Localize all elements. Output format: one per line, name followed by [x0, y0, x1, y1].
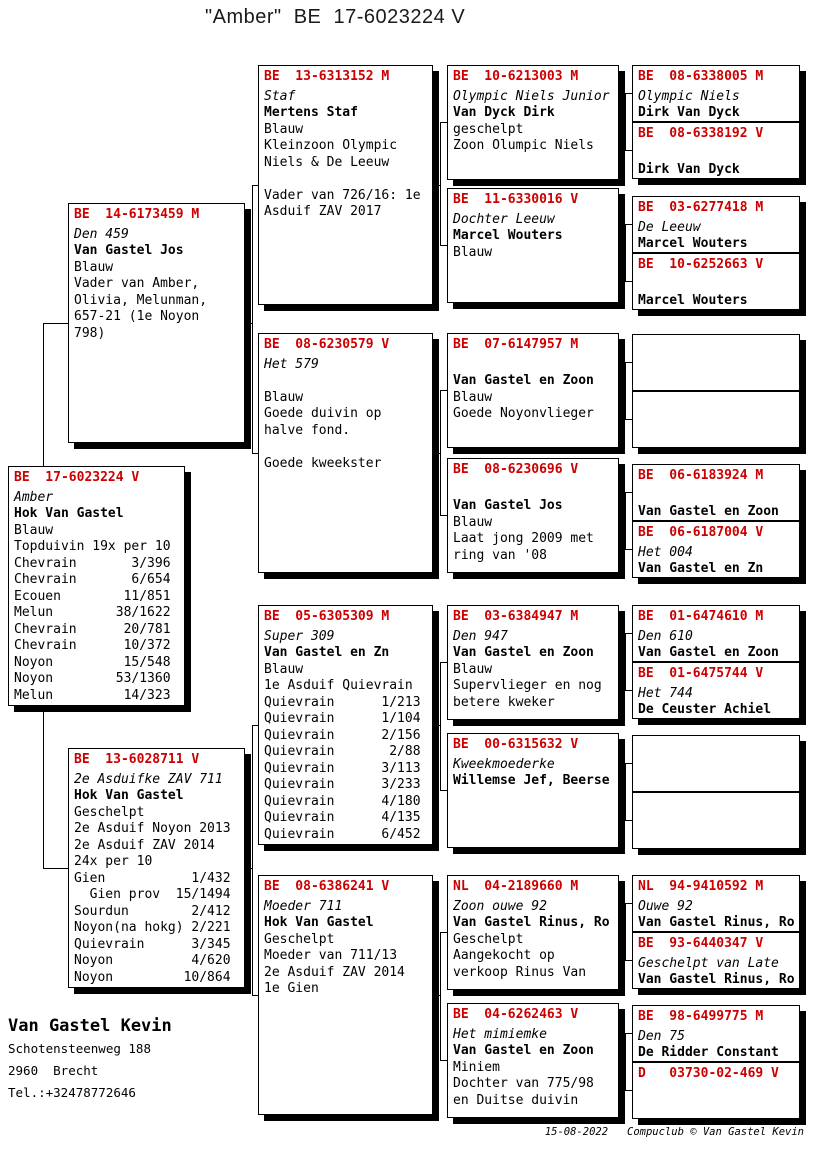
ring-number: BE 08-6338192 V — [638, 126, 764, 141]
footer-credit: 15-08-2022 Compuclub © Van Gastel Kevin — [544, 1126, 804, 1138]
connector-line — [252, 725, 253, 996]
bird-owner: Van Gastel en Zoon — [453, 1043, 594, 1058]
bird-owner — [638, 431, 794, 448]
info-line: Dochter van 775/98 — [453, 1076, 594, 1091]
bird-owner: Van Gastel Jos — [453, 498, 563, 513]
ring-number: BE 01-6474610 M — [638, 609, 764, 624]
bird-owner: Dirk Van Dyck — [638, 162, 740, 177]
ring-number: BE 10-6252663 V — [638, 257, 764, 272]
ring-number: BE 08-6386241 V — [264, 879, 390, 894]
connector-line — [625, 763, 626, 821]
bird-owner: Van Gastel Rinus, Ro — [638, 915, 795, 930]
info-line: Laat jong 2009 met — [453, 531, 594, 546]
connector-line — [625, 150, 632, 151]
info-line: betere kweker — [453, 694, 555, 710]
info-line: Blauw — [453, 244, 493, 260]
bird-name: Kweekmoederke — [453, 756, 555, 772]
pedigree-box-gggp6 — [632, 391, 800, 448]
pedigree-box-gp2 — [258, 333, 433, 573]
info-line: Blauw — [264, 121, 304, 137]
info-line: Blauw — [264, 389, 304, 405]
bird-name — [638, 488, 794, 505]
info-line: Moeder van 711/13 — [264, 948, 398, 963]
ring-number: BE 93-6440347 V — [638, 936, 764, 951]
info-line: Aangekocht op — [453, 948, 555, 963]
pedigree-box-gggp11 — [632, 735, 800, 792]
ring-number: BE 01-6475744 V — [638, 666, 764, 681]
info-line: Blauw — [14, 522, 54, 538]
info-line: Chevrain 6/654 — [14, 572, 171, 587]
connector-line — [433, 995, 440, 996]
info-line: Goede duivin op — [264, 406, 382, 421]
bird-name: Het mimiemke — [453, 1026, 547, 1042]
bird-name: Zoon ouwe 92 — [453, 898, 547, 914]
connector-line — [625, 633, 632, 634]
info-line: Quievrain 3/233 — [264, 777, 421, 792]
pedigree-box-mother — [68, 748, 245, 988]
pedigree-box-ggp4 — [447, 458, 619, 573]
ring-number: BE 08-6338005 M — [638, 69, 764, 84]
info-line: Melun 14/323 — [14, 687, 171, 703]
info-line: Quievrain 3/113 — [264, 760, 421, 776]
connector-line — [625, 1033, 632, 1034]
ring-number: BE 17-6023224 V — [14, 470, 140, 485]
bird-owner: Hok Van Gastel — [264, 915, 374, 930]
bird-owner — [638, 775, 794, 792]
connector-line — [625, 960, 632, 961]
bird-owner: Van Gastel Rinus, Ro — [453, 915, 610, 930]
info-line: Quievrain 2/156 — [264, 727, 421, 743]
ring-number — [638, 338, 794, 355]
ring-number: BE 08-6230579 V — [264, 337, 390, 352]
bird-owner: Van Gastel Rinus, Ro — [638, 972, 795, 987]
ring-number: BE 13-6028711 V — [74, 752, 200, 767]
bird-owner: Van Gastel en Zn — [638, 561, 764, 576]
info-line: 657-21 (1e Noyon — [74, 309, 200, 324]
connector-line — [625, 903, 632, 904]
pedigree-box-gggp5 — [632, 334, 800, 391]
connector-line — [625, 763, 632, 764]
ring-number: BE 14-6173459 M — [74, 207, 200, 222]
breeder-name: Van Gastel Kevin — [8, 1016, 172, 1036]
info-line: Quievrain 4/180 — [264, 793, 421, 809]
pedigree-box-subject — [8, 466, 185, 706]
connector-line — [440, 122, 447, 123]
info-line: en Duitse duivin — [453, 1092, 579, 1108]
info-line: Quievrain 2/88 — [264, 744, 421, 759]
bird-owner: Mertens Staf — [264, 105, 358, 120]
info-line: 2e Asduif ZAV 2014 — [74, 837, 215, 853]
ring-number: NL 94-9410592 M — [638, 879, 764, 894]
connector-line — [433, 185, 440, 186]
connector-line — [625, 93, 626, 151]
connector-line — [625, 1033, 626, 1091]
connector-line — [440, 932, 441, 1061]
info-line: Blauw — [453, 661, 493, 677]
connector-line — [433, 725, 440, 726]
info-line: Vader van Amber, — [74, 276, 200, 291]
connector-line — [245, 868, 252, 869]
bird-owner: Van Dyck Dirk — [453, 105, 555, 120]
bird-owner: Hok Van Gastel — [14, 506, 124, 521]
ring-number: BE 00-6315632 V — [453, 737, 579, 752]
bird-owner — [638, 374, 794, 391]
ring-number: BE 13-6313152 M — [264, 69, 390, 84]
breeder-street: Schotensteenweg 188 — [8, 1041, 151, 1056]
info-line: Supervlieger en nog — [453, 678, 602, 693]
bird-name — [638, 415, 794, 432]
info-line: Topduivin 19x per 10 — [14, 539, 171, 554]
bird-name — [638, 816, 794, 833]
bird-owner: Van Gastel Jos — [74, 243, 184, 258]
connector-line — [625, 1090, 632, 1091]
breeder-city: 2960 Brecht — [8, 1063, 99, 1078]
ring-number: BE 08-6230696 V — [453, 462, 579, 477]
bird-name: 2e Asduifke ZAV 711 — [74, 771, 223, 787]
bird-owner: De Ceuster Achiel — [638, 702, 772, 717]
bird-name — [453, 482, 613, 499]
bird-name: Het 744 — [638, 685, 693, 701]
bird-name: Moeder 711 — [264, 898, 343, 914]
info-line: 1e Gien — [264, 981, 319, 996]
info-line: Geschelpt — [453, 931, 524, 947]
ring-number — [638, 796, 794, 813]
bird-owner: Van Gastel en Zoon — [638, 645, 779, 660]
info-line: Noyon 4/620 — [74, 953, 231, 968]
pedigree-box-gggp1 — [632, 65, 800, 122]
pedigree-box-ggp2 — [447, 188, 619, 303]
pedigree-box-ggp3 — [447, 333, 619, 448]
pedigree-box-ggp5 — [447, 605, 619, 720]
ring-number: BE 04-6262463 V — [453, 1007, 579, 1022]
info-line — [264, 439, 427, 456]
connector-line — [625, 419, 632, 420]
connector-line — [625, 549, 632, 550]
connector-line — [440, 662, 447, 663]
bird-name: Den 610 — [638, 628, 693, 644]
connector-line — [625, 903, 626, 961]
info-line: Niels & De Leeuw — [264, 154, 390, 170]
connector-line — [440, 390, 447, 391]
pedigree-box-ggp7 — [447, 875, 619, 990]
bird-owner — [638, 832, 794, 849]
connector-line — [625, 281, 632, 282]
info-line: Asduif ZAV 2017 — [264, 204, 382, 219]
info-line: Blauw — [453, 389, 493, 405]
connector-line — [245, 323, 252, 324]
connector-line — [43, 323, 44, 466]
info-line: 1e Asduif Quievrain — [264, 678, 413, 693]
connector-line — [625, 93, 632, 94]
info-line: Gien 1/432 — [74, 870, 231, 886]
pedigree-box-gggp12 — [632, 792, 800, 849]
info-line: Geschelpt — [264, 931, 335, 947]
bird-name: Staf — [264, 88, 296, 104]
connector-line — [433, 453, 440, 454]
connector-line — [440, 662, 441, 791]
info-line: Ecouen 11/851 — [14, 588, 171, 604]
pedigree-box-ggp1 — [447, 65, 619, 180]
connector-line — [440, 790, 447, 791]
bird-owner — [264, 373, 427, 390]
info-line: Zoon Olumpic Niels — [453, 138, 594, 153]
connector-line — [440, 245, 447, 246]
info-line: Blauw — [264, 661, 304, 677]
pedigree-box-gggp4 — [632, 253, 800, 310]
ring-number: BE 07-6147957 M — [453, 337, 579, 352]
connector-line — [440, 1060, 447, 1061]
info-line: Gien prov 15/1494 — [74, 887, 231, 902]
ring-number: D 03730-02-469 V — [638, 1066, 779, 1081]
pedigree-box-gggp14 — [632, 932, 800, 989]
info-line: Quievrain 1/213 — [264, 694, 421, 710]
info-line: Chevrain 10/372 — [14, 638, 171, 653]
ring-number: BE 05-6305309 M — [264, 609, 390, 624]
bird-owner: Marcel Wouters — [453, 228, 563, 243]
info-line: Noyon 53/1360 — [14, 671, 171, 686]
ring-number: BE 06-6187004 V — [638, 525, 764, 540]
ring-number: BE 11-6330016 V — [453, 192, 579, 207]
bird-name: De Leeuw — [638, 219, 701, 235]
bird-owner: Van Gastel en Zn — [264, 645, 390, 660]
breeder-phone: Tel.:+32478772646 — [8, 1085, 136, 1100]
bird-name — [638, 146, 794, 163]
pedigree-box-gggp9 — [632, 605, 800, 662]
breeder-block — [8, 1014, 172, 1104]
info-line: verkoop Rinus Van — [453, 964, 587, 980]
info-line: Chevrain 20/781 — [14, 621, 171, 637]
bird-name: Den 947 — [453, 628, 508, 644]
connector-line — [625, 820, 632, 821]
info-line: Melun 38/1622 — [14, 605, 171, 620]
connector-line — [625, 224, 632, 225]
connector-line — [43, 706, 44, 868]
info-line: Blauw — [74, 259, 114, 275]
bird-name — [453, 357, 613, 374]
connector-line — [440, 932, 447, 933]
pedigree-box-gggp15 — [632, 1005, 800, 1062]
info-line: Goede kweekster — [264, 455, 382, 471]
bird-name — [638, 1086, 794, 1103]
info-line: Quievrain 3/345 — [74, 936, 231, 952]
info-line: Quievrain 4/135 — [264, 810, 421, 825]
connector-line — [440, 515, 447, 516]
bird-owner: Dirk Van Dyck — [638, 105, 740, 120]
info-line: Kleinzoon Olympic — [264, 138, 398, 153]
info-line: Geschelpt — [74, 804, 145, 820]
bird-name: Den 459 — [74, 226, 129, 242]
bird-owner: Van Gastel en Zoon — [638, 504, 779, 519]
info-line: 24x per 10 — [74, 854, 153, 869]
pedigree-box-ggp6 — [447, 733, 619, 848]
info-line: 2e Asduif Noyon 2013 — [74, 821, 231, 836]
bird-name: Amber — [14, 489, 54, 505]
connector-line — [625, 362, 626, 420]
bird-name — [638, 358, 794, 375]
info-line: Noyon 15/548 — [14, 654, 171, 670]
info-line: Noyon(na hokg) 2/221 — [74, 920, 231, 935]
info-line: Olivia, Melunman, — [74, 292, 208, 308]
ring-number: BE 10-6213003 M — [453, 69, 579, 84]
bird-owner: Willemse Jef, Beerse — [453, 773, 610, 788]
bird-owner — [638, 1102, 794, 1119]
pedigree-box-gggp13 — [632, 875, 800, 932]
bird-name: Ouwe 92 — [638, 898, 693, 914]
info-line: Miniem — [453, 1059, 500, 1075]
pedigree-box-gggp3 — [632, 196, 800, 253]
pedigree-box-ggp8 — [447, 1003, 619, 1118]
connector-line — [43, 868, 68, 869]
connector-line — [252, 185, 253, 454]
ring-number — [638, 395, 794, 412]
connector-line — [440, 390, 441, 516]
pedigree-box-gggp10 — [632, 662, 800, 719]
info-line: Vader van 726/16: 1e — [264, 187, 421, 203]
pedigree-box-gggp2 — [632, 122, 800, 179]
page-title: "Amber" BE 17-6023224 V — [205, 6, 466, 28]
connector-line — [625, 633, 626, 691]
bird-owner: De Ridder Constant — [638, 1045, 779, 1060]
ring-number: BE 06-6183924 M — [638, 468, 764, 483]
bird-name: Het 579 — [264, 356, 319, 372]
bird-owner: Van Gastel en Zoon — [453, 645, 594, 660]
bird-name: Super 309 — [264, 628, 335, 644]
connector-line — [440, 122, 441, 246]
bird-name — [638, 759, 794, 776]
bird-owner: Van Gastel en Zoon — [453, 373, 594, 388]
info-line: Goede Noyonvlieger — [453, 406, 594, 421]
info-line: ring van '08 — [453, 547, 547, 563]
ring-number — [638, 739, 794, 756]
ring-number: BE 03-6384947 M — [453, 609, 579, 624]
connector-line — [625, 362, 632, 363]
bird-name: Olympic Niels — [638, 88, 740, 104]
info-line: halve fond. — [264, 422, 351, 438]
pedigree-box-gggp7 — [632, 464, 800, 521]
ring-number: BE 03-6277418 M — [638, 200, 764, 215]
bird-name: Den 75 — [638, 1028, 685, 1044]
info-line: Noyon 10/864 — [74, 969, 231, 985]
info-line: Quievrain 6/452 — [264, 826, 421, 842]
connector-line — [625, 224, 626, 282]
info-line: geschelpt — [453, 121, 524, 137]
bird-owner: Marcel Wouters — [638, 293, 748, 308]
pedigree-box-gggp8 — [632, 521, 800, 578]
info-line — [264, 171, 427, 188]
bird-name: Dochter Leeuw — [453, 211, 555, 227]
connector-line — [43, 323, 68, 324]
pedigree-box-father — [68, 203, 245, 443]
connector-line — [625, 492, 626, 550]
info-line: Quievrain 1/104 — [264, 711, 421, 726]
ring-number: NL 04-2189660 M — [453, 879, 579, 894]
connector-line — [625, 690, 632, 691]
bird-name — [638, 277, 794, 294]
ring-number: BE 98-6499775 M — [638, 1009, 764, 1024]
bird-owner: Hok Van Gastel — [74, 788, 184, 803]
info-line: Sourdun 2/412 — [74, 903, 231, 919]
bird-owner: Marcel Wouters — [638, 236, 748, 251]
info-line: Chevrain 3/396 — [14, 555, 171, 571]
info-line: 798) — [74, 325, 106, 341]
pedigree-box-gp4 — [258, 875, 433, 1115]
connector-line — [625, 492, 632, 493]
info-line: Blauw — [453, 514, 493, 530]
pedigree-box-gggp16 — [632, 1062, 800, 1119]
pedigree-box-gp1 — [258, 65, 433, 305]
bird-name: Olympic Niels Junior — [453, 88, 610, 104]
bird-name: Geschelpt van Late — [638, 955, 779, 971]
info-line: 2e Asduif ZAV 2014 — [264, 964, 405, 980]
bird-name: Het 004 — [638, 544, 693, 560]
pedigree-box-gp3 — [258, 605, 433, 845]
